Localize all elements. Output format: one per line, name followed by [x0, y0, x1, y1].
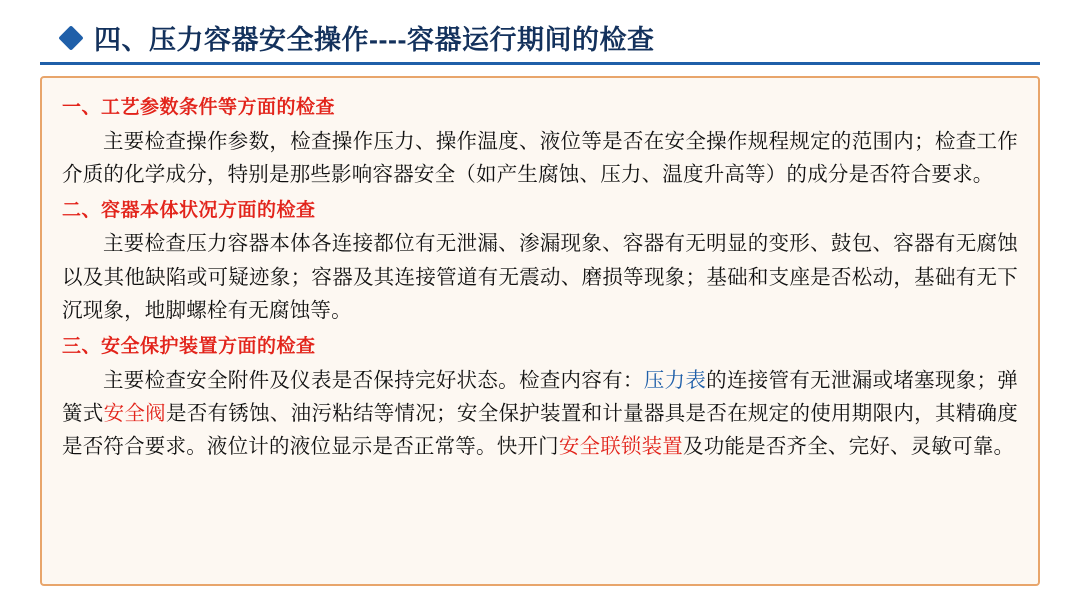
- section-heading-1: 一、工艺参数条件等方面的检查: [62, 97, 336, 118]
- section-body-3-part-5: 是否有锈蚀、油污粘结等情况；安全保护装置和计量器具是否在规定的使用期限内，其精确度是否符合要求。液位计的液位显示是否正常等。快开门: [62, 401, 1018, 458]
- section-body-1-text: 主要检查操作参数，检查操作压力、操作温度、液位等是否在安全操作规程规定的范围内；检查工作介质的化学成分，特别是那些影响容器安全（如产生腐蚀、压力、温度升高等）的成分是否符合要求。: [62, 129, 1018, 186]
- section-body-2-text: 主要检查压力容器本体各连接都位有无泄漏、渗漏现象、容器有无明显的变形、鼓包、容器有无腐蚀以及其他缺陷或可疑迹象；容器及其连接管道有无震动、磨损等现象；基础和支座是否松动，基础有无下沉现象，地脚螺栓有无腐蚀等。: [62, 232, 1018, 322]
- page-title: 四、压力容器安全操作----容器运行期间的检查: [94, 25, 655, 55]
- term-safety-valve: 安全阀: [103, 401, 166, 425]
- slide-title-row: [62, 18, 654, 57]
- content-box: [40, 76, 1040, 586]
- title-divider: [40, 62, 1040, 65]
- section-heading-3: 三、安全保护装置方面的检查: [62, 336, 316, 358]
- section-body-3-part-1: 主要检查安全附件及仪表是否保持完好状态。检查内容有：: [103, 368, 644, 392]
- term-pressure-gauge: 压力表: [643, 368, 707, 392]
- section-body-2: [62, 227, 1018, 327]
- section-body-3-part-3: 的连接管有无泄漏或堵塞现象；弹簧式: [62, 368, 1019, 425]
- section-body-1: [62, 125, 1018, 191]
- section-heading-2: 二、容器本体状况方面的检查: [62, 199, 316, 221]
- diamond-bullet-icon: [58, 25, 83, 50]
- section-body-3: [62, 364, 1018, 464]
- section-body-3-part-7: 及功能是否齐全、完好、灵敏可靠。: [683, 434, 1015, 458]
- term-safety-interlock-device: 安全联锁装置: [558, 434, 684, 458]
